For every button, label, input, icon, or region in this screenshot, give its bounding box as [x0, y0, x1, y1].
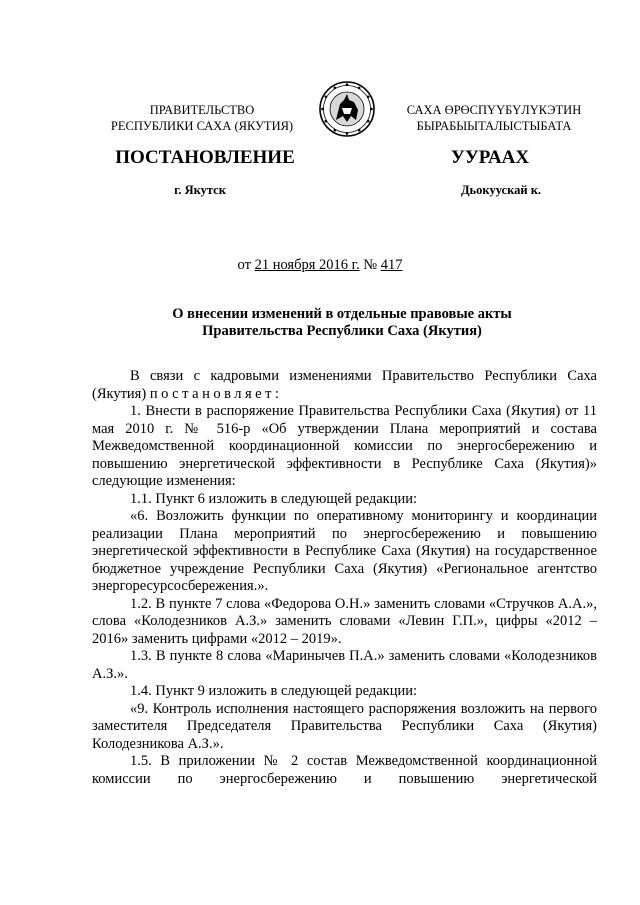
paragraph-1-1-quote: «6. Возложить функции по оперативному мониторингу и координации реализации Плана мероприятий по энергосбережению и повышению энергетической эффективности в Республике Саха (Якутия) на государственное бюджетное учреждение Республики Саха (Якутия) «Региональное агентство энергоресурсосбережения.». [92, 508, 597, 594]
intro-text: В связи с кадровыми изменениями Правительство Республики Саха (Якутия) [92, 368, 597, 402]
number-prefix: № [359, 257, 381, 273]
org-sa-line1: САХА ӨРӨСПҮҮБҮЛҮКЭТИН [406, 103, 582, 117]
title-line2: Правительства Республики Саха (Якутия) [202, 323, 482, 339]
paragraph-1-4: 1.4. Пункт 9 изложить в следующей редакции: [130, 683, 418, 699]
doctype-russian: ПОСТАНОВЛЕНИЕ [115, 147, 295, 168]
paragraph-1: 1. Внести в распоряжение Правительства Республики Саха (Якутия) от 11 мая 2010 г. № 516-р «Об утверждении Плана мероприятий и состава Межведомственной координационной комиссии по энергосбережению и повышению энергетической эффективности в Республике Саха (Якутия)» следующие изменения: [92, 403, 597, 489]
document-body [92, 368, 597, 788]
org-ru-line1: ПРАВИТЕЛЬСТВО [149, 103, 255, 117]
document-title [100, 306, 584, 340]
org-name-sakha [384, 102, 604, 134]
paragraph-1-3: 1.3. В пункте 8 слова «Маринычев П.А.» заменить словами «Колодезников А.З.». [92, 648, 597, 682]
org-sa-line2: БЫРАБЫЫТАЛЫСТЫБАТА [416, 119, 572, 133]
resolve-word: постановляет: [149, 385, 283, 402]
coat-of-arms-emblem [318, 80, 376, 138]
date-number-line [0, 257, 640, 274]
city-russian: г. Якутск [174, 183, 226, 197]
document-number: 417 [380, 257, 403, 273]
paragraph-1-1: 1.1. Пункт 6 изложить в следующей редакции: [130, 490, 418, 507]
doctype-sakha: УУРААХ [450, 147, 530, 168]
paragraph-1-2: 1.2. В пункте 7 слова «Федорова О.Н.» заменить словами «Стручков А.А.», слова «Колодезников А.З.» заменить словами «Левин Г.П.», цифры «2012 – 2016» заменить цифрами «2012 – 2019». [92, 595, 597, 647]
org-ru-line2: РЕСПУБЛИКИ САХА (ЯКУТИЯ) [110, 119, 294, 133]
org-name-russian [102, 102, 302, 134]
paragraph-1-5: 1.5. В приложении № 2 состав Межведомственной координационной комиссии по энергосбережению и повышению энергетической [92, 753, 597, 787]
title-line1: О внесении изменений в отдельные правовые акты [172, 306, 512, 322]
intro-paragraph [92, 368, 597, 403]
city-sakha: Дьокуускай к. [460, 183, 542, 197]
document-date: 21 ноября 2016 г. [254, 257, 360, 273]
paragraph-1-4-quote: «9. Контроль исполнения настоящего распоряжения возложить на первого заместителя Председателя Правительства Республики Саха (Якутия) Колодезникова А.З.». [92, 700, 597, 752]
date-prefix: от [237, 257, 255, 273]
